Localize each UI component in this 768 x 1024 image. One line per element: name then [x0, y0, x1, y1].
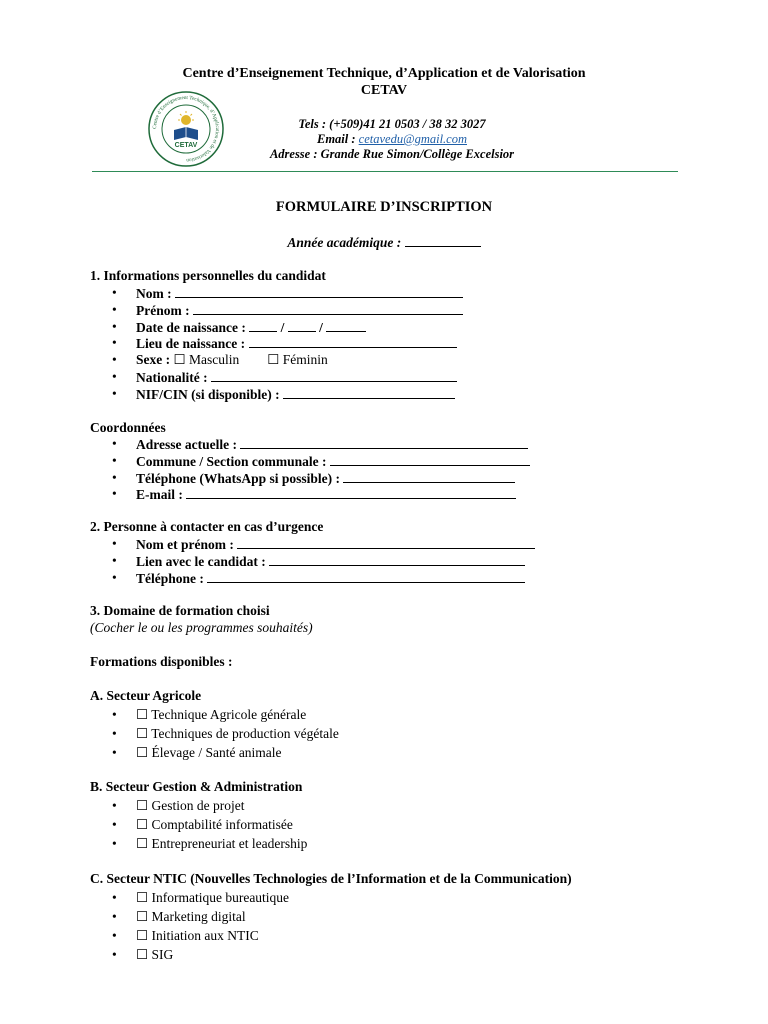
field-label: Adresse actuelle :: [136, 437, 237, 452]
telephone-input[interactable]: [343, 470, 515, 483]
list-item: [112, 285, 463, 302]
list-item[interactable]: [112, 888, 289, 907]
list-item[interactable]: [112, 815, 307, 834]
sector-b-list: [112, 796, 307, 853]
sector-c-title: C. Secteur NTIC (Nouvelles Technologies de l’Information et de la Communication): [90, 871, 572, 886]
field-label: Sexe :: [136, 352, 171, 368]
field-label: Nationalité :: [136, 369, 208, 385]
birth-year-input[interactable]: [326, 319, 366, 332]
list-item: [112, 352, 463, 369]
coordonnees-title: Coordonnées: [90, 420, 166, 435]
adresse-input[interactable]: [240, 436, 528, 449]
field-label: Lieu de naissance :: [136, 336, 246, 352]
birthplace-input[interactable]: [249, 335, 457, 348]
section-3-note: (Cocher le ou les programmes souhaités): [90, 620, 313, 635]
emergency-phone-input[interactable]: [207, 570, 525, 583]
field-label: Téléphone :: [136, 570, 204, 586]
sector-b-title: B. Secteur Gestion & Administration: [90, 779, 303, 794]
prenom-input[interactable]: [193, 302, 463, 315]
emergency-relation-input[interactable]: [269, 553, 525, 566]
program-checkbox[interactable]: ☐ Technique Agricole générale: [136, 707, 307, 722]
commune-input[interactable]: [330, 453, 530, 466]
program-checkbox[interactable]: ☐ Gestion de projet: [136, 798, 245, 813]
logo-text: CETAV: [174, 142, 198, 149]
field-label: Commune / Section communale :: [136, 453, 327, 469]
list-item[interactable]: [112, 834, 307, 853]
program-checkbox[interactable]: ☐ Techniques de production végétale: [136, 726, 339, 741]
field-label: Date de naissance :: [136, 319, 246, 335]
masculin-checkbox[interactable]: ☐ Masculin: [173, 352, 240, 368]
list-item: [112, 570, 535, 587]
birth-day-input[interactable]: [249, 319, 277, 332]
field-label: Nom et prénom :: [136, 537, 234, 552]
email-link[interactable]: cetavedu@gmail.com: [358, 132, 467, 146]
field-label: Téléphone (WhatsApp si possible) :: [136, 470, 341, 486]
program-checkbox[interactable]: ☐ Informatique bureautique: [136, 890, 290, 905]
section-2-title: 2. Personne à contacter en cas d’urgence: [90, 519, 324, 534]
feminin-checkbox[interactable]: ☐ Féminin: [267, 352, 328, 368]
header-divider: [92, 171, 678, 172]
nationalite-input[interactable]: [211, 369, 457, 382]
list-item: [112, 302, 463, 319]
list-item[interactable]: [112, 743, 339, 762]
list-item: [112, 470, 530, 487]
field-label: Lien avec le candidat :: [136, 553, 266, 569]
program-checkbox[interactable]: ☐ Entrepreneuriat et leadership: [136, 836, 308, 851]
list-item[interactable]: [112, 724, 339, 743]
org-name: Centre d’Enseignement Technique, d’Application et de Valorisation: [182, 66, 586, 81]
list-item[interactable]: [112, 796, 307, 815]
org-acronym: CETAV: [360, 83, 408, 98]
list-item: • Date de naissance : / /: [112, 319, 463, 336]
program-checkbox[interactable]: ☐ SIG: [136, 947, 174, 962]
address-line: Adresse : Grande Rue Simon/Collège Excelsior: [269, 147, 515, 161]
academic-year-label: Année académique :: [287, 235, 402, 250]
logo-seal-icon: [147, 90, 225, 168]
list-item[interactable]: [112, 945, 289, 964]
form-title: FORMULAIRE D’INSCRIPTION: [275, 199, 493, 215]
nif-input[interactable]: [283, 386, 455, 399]
program-checkbox[interactable]: ☐ Initiation aux NTIC: [136, 928, 259, 943]
coordonnees-list: [112, 436, 530, 503]
sector-a-title: A. Secteur Agricole: [90, 688, 202, 703]
email-label: Email :: [316, 132, 356, 146]
emergency-contact-list: [112, 536, 535, 586]
email-input[interactable]: [186, 486, 516, 499]
field-label: NIF/CIN (si disponible) :: [136, 386, 280, 402]
nom-input[interactable]: [175, 285, 463, 298]
list-item: [112, 553, 535, 570]
list-item: [112, 486, 530, 503]
academic-year-input[interactable]: [405, 234, 481, 247]
field-label: Nom :: [136, 286, 172, 301]
phone-numbers: Tels : (+509)41 21 0503 / 38 32 3027: [298, 117, 486, 131]
field-label: E-mail :: [136, 487, 183, 503]
academic-year: [0, 234, 768, 251]
logo-ring-text: Centre d’Enseignement Technique, d’Application et de Valorisation: [151, 94, 221, 164]
program-checkbox[interactable]: ☐ Élevage / Santé animale: [136, 745, 282, 760]
sector-a-list: [112, 705, 339, 762]
list-item[interactable]: [112, 907, 289, 926]
available-trainings: Formations disponibles :: [90, 654, 233, 669]
email-line: [232, 132, 552, 147]
cetav-logo: [147, 90, 225, 168]
section-3-title: 3. Domaine de formation choisi: [90, 603, 270, 618]
field-label: Prénom :: [136, 302, 190, 318]
list-item: [112, 335, 463, 352]
list-item: [112, 536, 535, 553]
emergency-name-input[interactable]: [237, 536, 535, 549]
list-item[interactable]: [112, 926, 289, 945]
list-item[interactable]: [112, 705, 339, 724]
program-checkbox[interactable]: ☐ Marketing digital: [136, 909, 246, 924]
list-item: [112, 386, 463, 403]
list-item: [112, 453, 530, 470]
list-item: [112, 369, 463, 386]
section-1-title: 1. Informations personnelles du candidat: [90, 268, 326, 283]
program-checkbox[interactable]: ☐ Comptabilité informatisée: [136, 817, 293, 832]
birth-month-input[interactable]: [288, 319, 316, 332]
personal-info-list: [112, 285, 463, 403]
list-item: [112, 436, 530, 453]
sector-c-list: [112, 888, 289, 964]
